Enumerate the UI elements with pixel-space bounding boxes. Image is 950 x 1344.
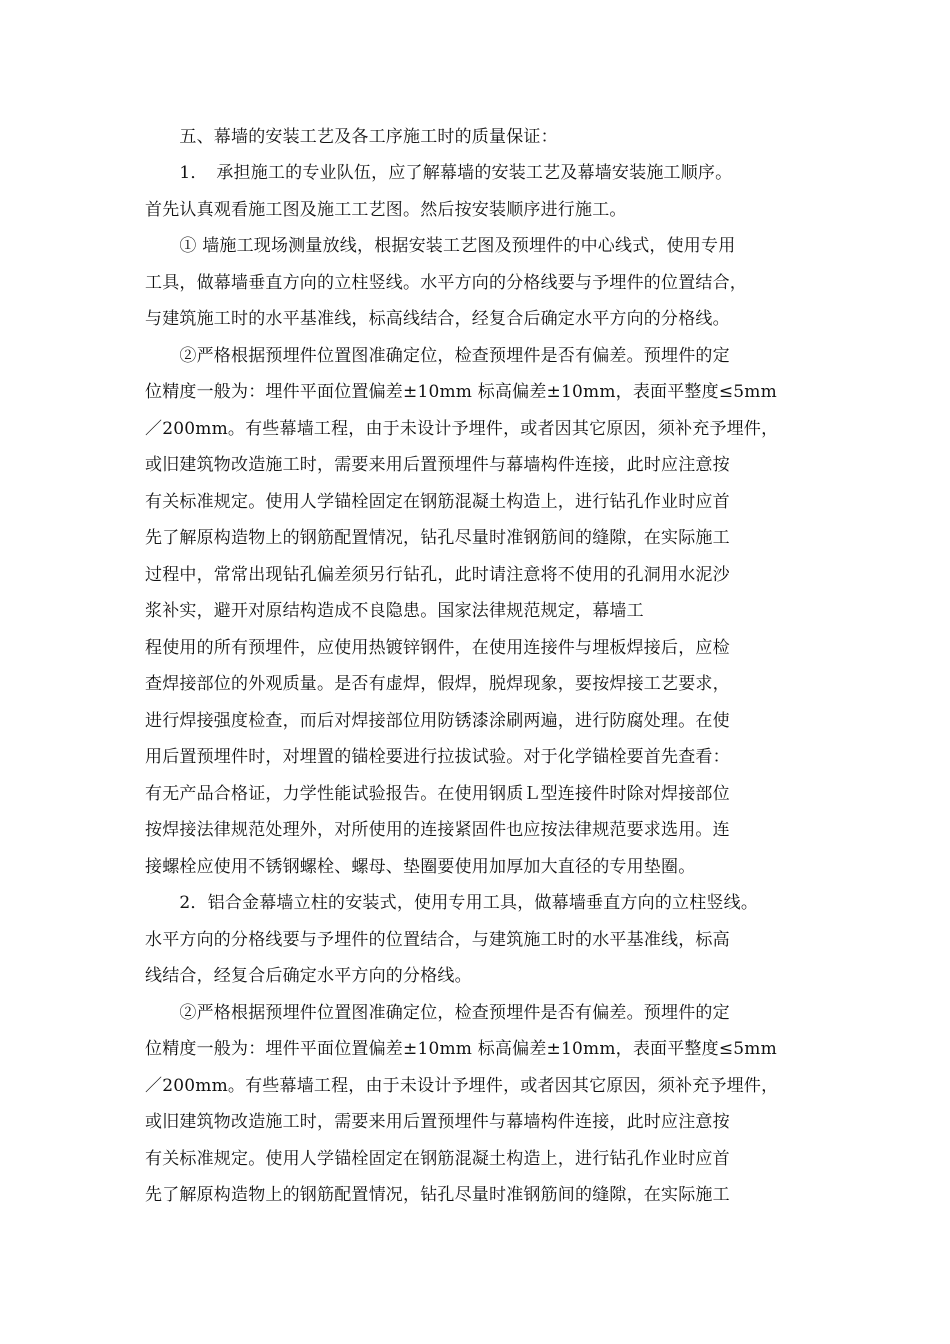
text-line: 用后置预埋件时，对埋置的锚栓要进行拉拔试验。对于化学锚栓要首先查看：: [145, 747, 730, 767]
text-line: ②严格根据预埋件位置图准确定位，检查预埋件是否有偏差。预埋件的定: [145, 346, 730, 366]
text-line: ②严格根据预埋件位置图准确定位，检查预埋件是否有偏差。预埋件的定: [145, 1003, 730, 1023]
text-line: ／200mm。有些幕墙工程，由于未设计予埋件，或者因其它原因，须补充予埋件，: [145, 1076, 779, 1096]
text-line: 接螺栓应使用不锈钢螺栓、螺母、垫圈要使用加厚加大直径的专用垫圈。: [145, 857, 696, 877]
text-line: 有关标准规定。使用人学锚栓固定在钢筋混凝土构造上，进行钻孔作业时应首: [145, 492, 730, 512]
text-line: 有无产品合格证，力学性能试验报告。在使用钢质Ｌ型连接件时除对焊接部位: [145, 784, 730, 804]
text-line: 五、幕墙的安装工艺及各工序施工时的质量保证：: [145, 127, 558, 147]
text-line: ／200mm。有些幕墙工程，由于未设计予埋件，或者因其它原因，须补充予埋件，: [145, 419, 779, 439]
text-line: 过程中，常常出现钻孔偏差须另行钻孔，此时请注意将不使用的孔洞用水泥沙: [145, 565, 730, 585]
text-line: 程使用的所有预埋件，应使用热镀锌钢件，在使用连接件与埋板焊接后，应检: [145, 638, 730, 658]
text-line: 有关标准规定。使用人学锚栓固定在钢筋混凝土构造上，进行钻孔作业时应首: [145, 1149, 730, 1169]
text-line: 或旧建筑物改造施工时，需要来用后置预埋件与幕墙构件连接，此时应注意按: [145, 1112, 730, 1132]
text-line: 工具，做幕墙垂直方向的立柱竖线。水平方向的分格线要与予埋件的位置结合，: [145, 273, 747, 293]
text-line: 进行焊接强度检查，而后对焊接部位用防锈漆涂刷两遍，进行防腐处理。在使: [145, 711, 730, 731]
text-line: 先了解原构造物上的钢筋配置情况，钻孔尽量时准钢筋间的缝隙，在实际施工: [145, 1185, 730, 1205]
text-line: ① 墙施工现场测量放线，根据安装工艺图及预埋件的中心线式，使用专用: [145, 236, 736, 256]
text-line: 位精度一般为：埋件平面位置偏差±10mm 标高偏差±10mm，表面平整度≤5mm: [145, 382, 777, 402]
text-line: 首先认真观看施工图及施工工艺图。然后按安装顺序进行施工。: [145, 200, 627, 220]
text-line: 2．铝合金幕墙立柱的安装式，使用专用工具，做幕墙垂直方向的立柱竖线。: [145, 893, 759, 913]
text-line: 线结合，经复合后确定水平方向的分格线。: [145, 966, 472, 986]
text-line: 与建筑施工时的水平基准线，标高线结合，经复合后确定水平方向的分格线。: [145, 309, 730, 329]
text-line: 按焊接法律规范处理外，对所使用的连接紧固件也应按法律规范要求选用。连: [145, 820, 730, 840]
text-line: 浆补实，避开对原结构造成不良隐患。国家法律规范规定，幕墙工: [145, 601, 644, 621]
text-line: 水平方向的分格线要与予埋件的位置结合，与建筑施工时的水平基准线，标高: [145, 930, 730, 950]
text-line: 查焊接部位的外观质量。是否有虚焊，假焊，脱焊现象，要按焊接工艺要求，: [145, 674, 730, 694]
text-line: 1． 承担施工的专业队伍，应了解幕墙的安装工艺及幕墙安装施工顺序。: [145, 163, 733, 183]
text-line: 位精度一般为：埋件平面位置偏差±10mm 标高偏差±10mm，表面平整度≤5mm: [145, 1039, 777, 1059]
text-line: 或旧建筑物改造施工时，需要来用后置预埋件与幕墙构件连接，此时应注意按: [145, 455, 730, 475]
text-line: 先了解原构造物上的钢筋配置情况，钻孔尽量时准钢筋间的缝隙，在实际施工: [145, 528, 730, 548]
